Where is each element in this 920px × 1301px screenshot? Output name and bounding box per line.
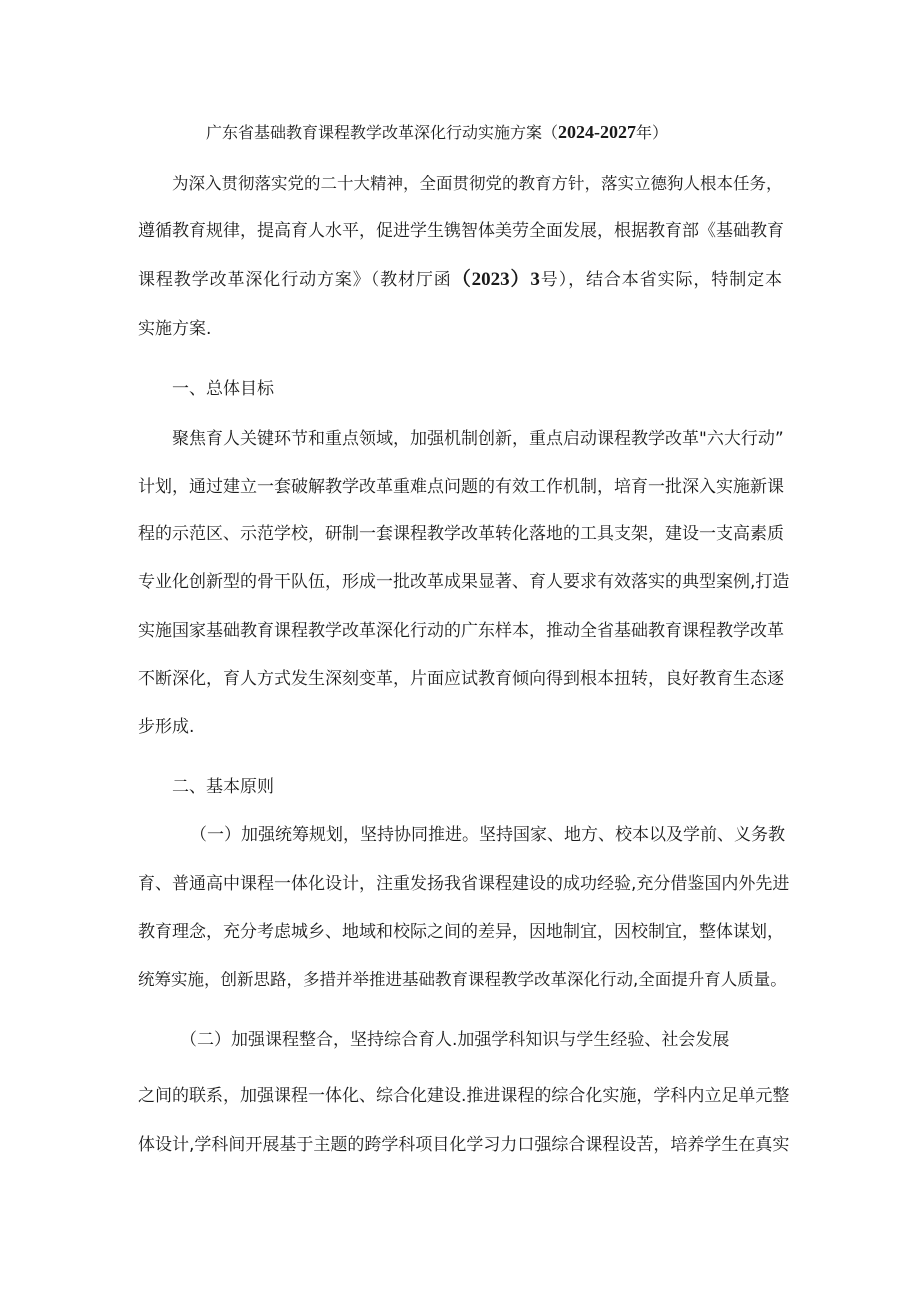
section-2-item-1-line: 育、普通高中课程一体化设计，注重发扬我省课程建设的成功经验,充分借鉴国内外先进 [138,874,790,894]
title-year: 2024-2027 [558,122,637,142]
section-1-heading: 一、总体目标 [172,379,274,399]
section-2-item-1-line: 统筹实施，创新思路，多措并举推进基础教育课程教学改革深化行动,全面提升育人质量。 [138,970,787,989]
section-1-line: 实施国家基础教育课程教学改革深化行动的广东样本，推动全省基础教育课程教学改革 [138,621,784,641]
intro-line-1: 为深入贯彻落实党的二十大精神，全面贯彻党的教育方针，落实立德狗人根本任务， [172,174,783,193]
section-2-item-1-line: （一）加强统筹规划，坚持协同推进。坚持国家、地方、校本以及学前、义务教 [190,825,785,845]
section-2-heading: 二、基本原则 [172,777,274,797]
intro-line-3-text-b: 号），结合本省实际，特制定本 [539,270,782,290]
section-2-item-2-line: 体设计,学科间开展基于主题的跨学科项目化学习力口强综合课程设苦，培养学生在真实 [138,1135,790,1155]
section-2-item-1-line: 教育理念，充分考虑城乡、地域和校际之间的差异，因地制宜，因校制宜，整体谋划， [138,922,784,942]
section-2-item-2-line: 之间的联系，加强课程一体化、综合化建设.推进课程的综合化实施，学科内立足单元整 [138,1086,790,1106]
section-1-line: 计划，通过建立一套破解教学改革重难点问题的有效工作机制，培育一批深入实施新课 [138,477,784,497]
intro-line-4: 实施方案. [138,319,212,339]
section-1-line: 程的示范区、示范学校，研制一套课程教学改革转化落地的工具支架，建设一支高素质 [138,524,784,544]
intro-line-3 [138,268,782,292]
document-title [206,121,668,144]
section-1-line: 聚焦育人关键环节和重点领域，加强机制创新，重点启动课程教学改革"六大行动” [172,429,784,449]
section-1-line: 步形成. [138,717,195,737]
intro-line-2: 遵循教育规律，提高育人水平，促进学生镌智体美劳全面发展，根据教育部《基础教育 [138,221,784,241]
title-end: 年） [636,123,669,142]
intro-doc-number: 3 [530,269,540,290]
section-2-item-2-line: （二）加强课程整合，坚持综合育人.加强学科知识与学生经验、社会发展 [180,1030,730,1050]
title-main: 广东省基础教育课程教学改革深化行动实施方案（ [206,123,559,142]
intro-doc-year: （2023） [451,269,531,290]
section-1-line: 专业化创新型的骨干队伍，形成一批改革成果显著、育人要求有效落实的典型案例,打造 [138,572,790,592]
section-1-line: 不断深化，育人方式发生深刻变革，片面应试教育倾向得到根本扭转，良好教育生态逐 [138,669,784,689]
intro-line-3-text-a: 课程教学改革深化行动方案》（教材厅函 [138,270,452,290]
